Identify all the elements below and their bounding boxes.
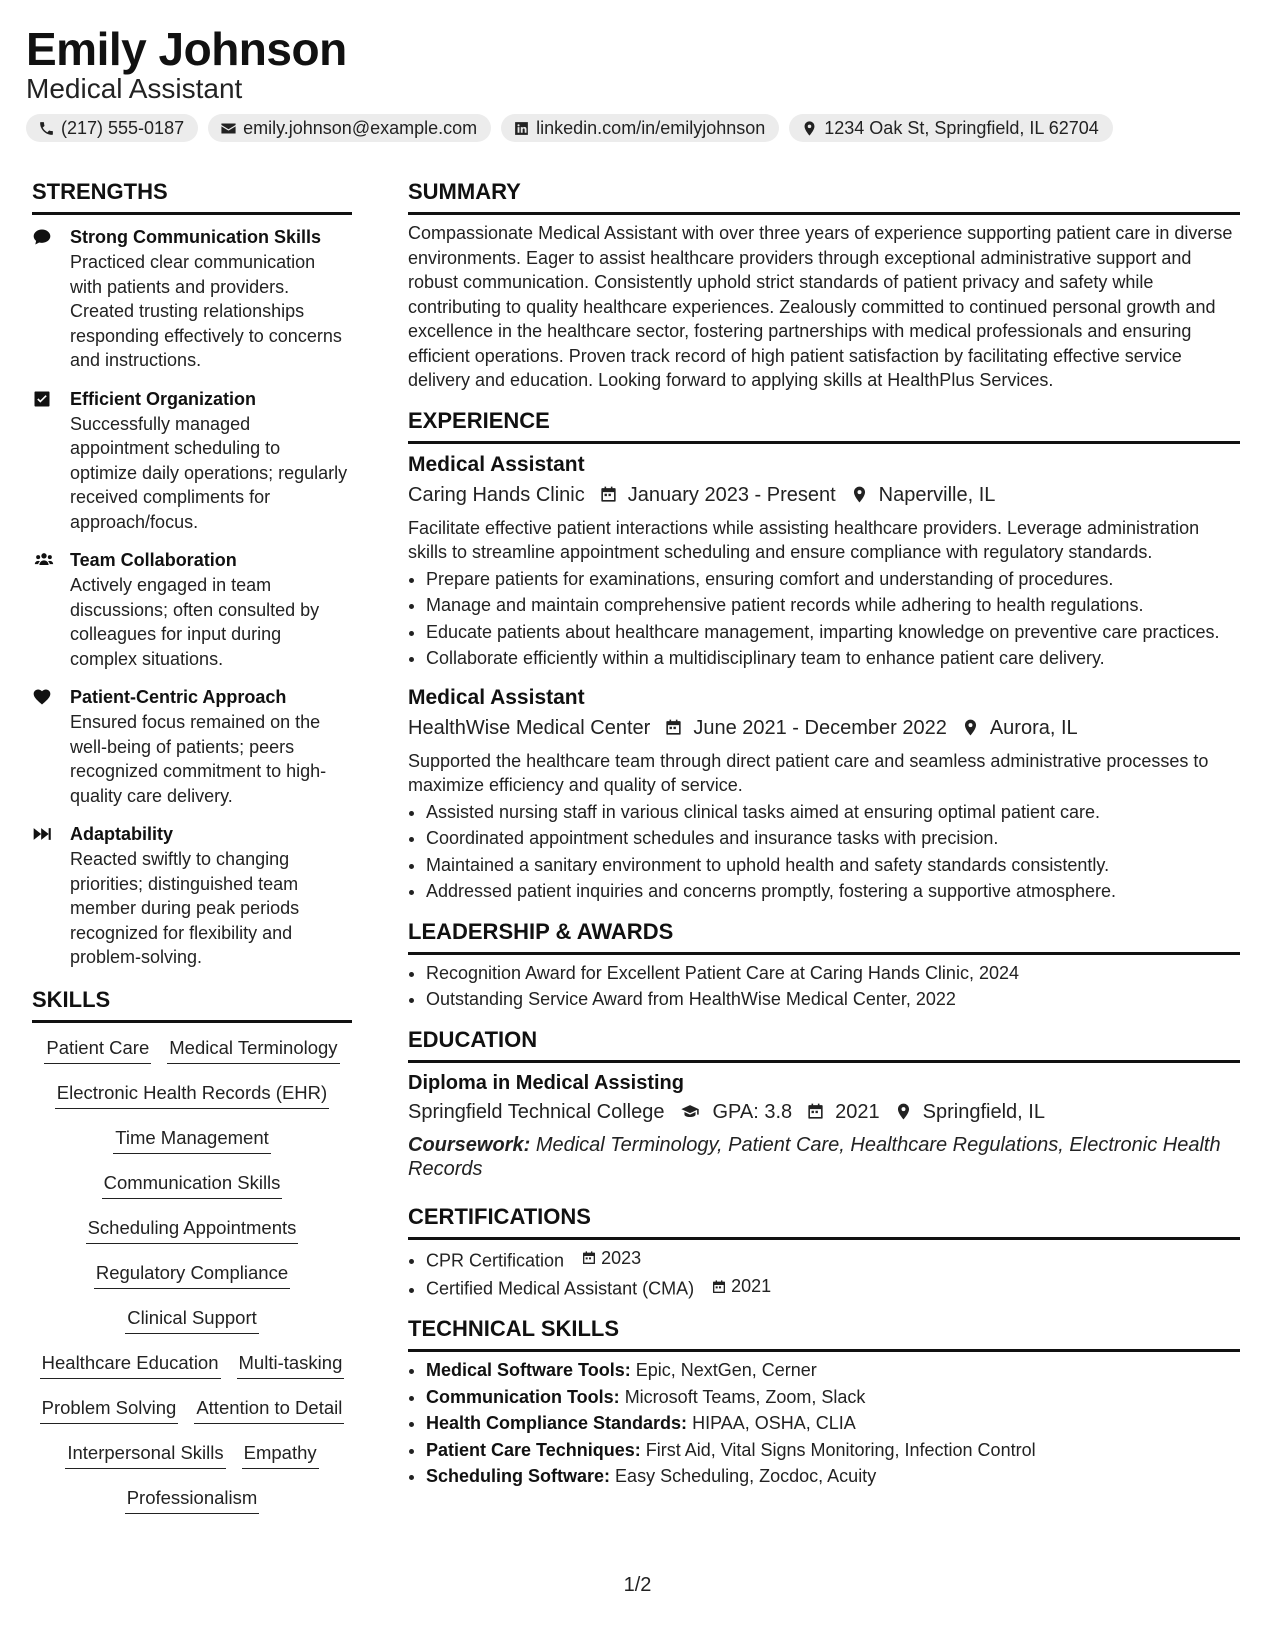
job-bullet: • Prepare patients for examinations, ensuring comfort and understanding of procedures. bbox=[426, 567, 1240, 592]
skills-heading: SKILLS bbox=[32, 986, 352, 1023]
skill-tag: Regulatory Compliance bbox=[94, 1262, 290, 1289]
technical-skill-value: Easy Scheduling, Zocdoc, Acuity bbox=[615, 1466, 877, 1486]
strengths-heading: STRENGTHS bbox=[32, 178, 352, 215]
technical-skill-value: Microsoft Teams, Zoom, Slack bbox=[624, 1386, 866, 1407]
strength-item bbox=[32, 822, 352, 970]
technical-skill-item bbox=[426, 1464, 1240, 1489]
job-location: Aurora, IL bbox=[989, 716, 1078, 739]
job-entry bbox=[408, 450, 1240, 671]
summary-section bbox=[408, 178, 1240, 393]
left-column bbox=[32, 178, 352, 1524]
coursework bbox=[408, 1133, 1240, 1181]
job-description: Supported the healthcare team through direct patient care and seamless administrative processes to maximize efficiency and quality of service. bbox=[408, 750, 1209, 795]
map-marker-icon bbox=[801, 120, 818, 137]
job-bullets bbox=[408, 567, 1240, 671]
job-company: HealthWise Medical Center bbox=[408, 716, 651, 739]
map-marker-icon bbox=[894, 1102, 913, 1121]
contact-bar bbox=[26, 114, 1113, 142]
strength-item bbox=[32, 225, 352, 373]
strength-title: Efficient Organization bbox=[70, 388, 257, 409]
certification-year: 2021 bbox=[731, 1276, 772, 1297]
comment-icon bbox=[32, 227, 52, 247]
education-section bbox=[408, 1026, 1240, 1181]
certification-item bbox=[426, 1274, 1240, 1301]
skill-tag: Medical Terminology bbox=[167, 1037, 339, 1064]
users-icon bbox=[32, 550, 56, 570]
technical-skill-label: Scheduling Software: bbox=[426, 1466, 611, 1486]
graduation-cap-icon bbox=[678, 1102, 702, 1121]
skill-tag: Multi-tasking bbox=[237, 1352, 345, 1379]
job-title: Medical Assistant bbox=[408, 452, 585, 476]
job-meta bbox=[408, 480, 1240, 510]
job-title: Medical Assistant bbox=[408, 685, 585, 709]
job-bullet: • Manage and maintain comprehensive patient records while adhering to health regulations. bbox=[426, 593, 1240, 618]
strength-desc: Reacted swiftly to changing priorities; distinguished team member during peak periods recognized for flexibility and problem-solving. bbox=[70, 849, 300, 967]
calendar-icon bbox=[664, 718, 683, 737]
skill-tag: Empathy bbox=[242, 1442, 319, 1469]
strength-desc: Successfully managed appointment scheduling to optimize daily operations; regularly received compliments for approach/focus. bbox=[70, 413, 348, 532]
summary-text: Compassionate Medical Assistant with over three years of experience supporting patient care in diverse environments. Eager to assist healthcare providers through exceptional administrative support and robust communication. Consistently uphold strict standards of patient privacy and safety while contributing to quality healthcare experiences. Zealously committed to continued personal growth and excellence in the healthcare sector, fostering partnerships with medical professionals and ensuring efficient operations. Proven track record of high patient satisfaction by facilitating effective service delivery and education. Looking forward to applying skills at HealthPlus Services. bbox=[408, 223, 1233, 390]
calendar-icon bbox=[711, 1279, 727, 1295]
contact-address bbox=[789, 114, 1113, 142]
degree-title: Diploma in Medical Assisting bbox=[408, 1071, 684, 1094]
contact-address-text: 1234 Oak St, Springfield, IL 62704 bbox=[824, 117, 1099, 138]
skill-tag: Healthcare Education bbox=[40, 1352, 221, 1379]
technical-skill-value: First Aid, Vital Signs Monitoring, Infection Control bbox=[645, 1439, 1036, 1460]
technical-skills-heading: TECHNICAL SKILLS bbox=[408, 1315, 1240, 1352]
certification-year: 2023 bbox=[601, 1247, 642, 1268]
candidate-name: Emily Johnson bbox=[26, 23, 347, 75]
checkbox-icon bbox=[32, 389, 52, 409]
strengths-list bbox=[32, 225, 352, 970]
job-bullets bbox=[408, 800, 1240, 904]
technical-skills-list bbox=[408, 1358, 1240, 1489]
job-bullet: • Educate patients about healthcare management, imparting knowledge on preventive care practices. bbox=[426, 620, 1240, 645]
job-entry bbox=[408, 683, 1240, 904]
technical-skill-label: Medical Software Tools: bbox=[426, 1360, 631, 1380]
linkedin-icon bbox=[513, 120, 530, 137]
strength-title: Adaptability bbox=[70, 824, 174, 844]
experience-section bbox=[408, 407, 1240, 904]
phone-icon bbox=[38, 120, 55, 137]
award-item: • Recognition Award for Excellent Patient Care at Caring Hands Clinic, 2024 bbox=[426, 961, 1240, 986]
awards-list bbox=[408, 961, 1240, 1012]
strength-title: Strong Communication Skills bbox=[70, 227, 322, 247]
coursework-list: Medical Terminology, Patient Care, Healthcare Regulations, Electronic Health Records bbox=[408, 1133, 1221, 1180]
technical-skills-section bbox=[408, 1315, 1240, 1489]
technical-skill-item bbox=[426, 1358, 1240, 1383]
education-meta bbox=[408, 1097, 1240, 1127]
technical-skill-item bbox=[426, 1411, 1240, 1436]
school-name: Springfield Technical College bbox=[408, 1100, 665, 1123]
candidate-role: Medical Assistant bbox=[26, 73, 243, 104]
graduation-year: 2021 bbox=[835, 1100, 880, 1123]
strength-item bbox=[32, 685, 352, 808]
strength-desc: Actively engaged in team discussions; often consulted by colleagues for input during complex situations. bbox=[70, 575, 320, 669]
map-marker-icon bbox=[961, 718, 980, 737]
job-location: Naperville, IL bbox=[878, 483, 996, 506]
summary-heading: SUMMARY bbox=[408, 178, 1240, 215]
award-item: • Outstanding Service Award from HealthWise Medical Center, 2022 bbox=[426, 987, 1240, 1012]
heart-icon bbox=[32, 687, 52, 707]
technical-skill-label: Patient Care Techniques: bbox=[426, 1439, 641, 1460]
map-marker-icon bbox=[850, 485, 869, 504]
certifications-heading: CERTIFICATIONS bbox=[408, 1203, 1240, 1240]
certification-item bbox=[426, 1246, 1240, 1273]
strength-desc: Practiced clear communication with patients and providers. Created trusting relationships responding effectively to concerns and instructions. bbox=[70, 252, 342, 370]
skills-list bbox=[32, 1029, 352, 1524]
skill-tag: Electronic Health Records (EHR) bbox=[55, 1082, 329, 1109]
coursework-label: Coursework: bbox=[408, 1133, 531, 1156]
contact-linkedin[interactable] bbox=[501, 114, 779, 142]
right-column bbox=[408, 178, 1240, 1503]
job-dates: June 2021 - December 2022 bbox=[693, 716, 947, 739]
skill-tag: Time Management bbox=[113, 1127, 271, 1154]
skills-section bbox=[32, 986, 352, 1524]
job-company: Caring Hands Clinic bbox=[408, 483, 585, 506]
school-location: Springfield, IL bbox=[922, 1100, 1045, 1123]
strength-desc: Ensured focus remained on the well-being of patients; peers recognized commitment to high-quality care delivery. bbox=[70, 712, 327, 806]
job-description: Facilitate effective patient interactions while assisting healthcare providers. Leverage administration skills to streamline appointment scheduling and ensure compliance with regulatory standards. bbox=[408, 517, 1200, 562]
technical-skill-item bbox=[426, 1385, 1240, 1410]
contact-phone[interactable] bbox=[26, 114, 198, 142]
contact-email-text: emily.johnson@example.com bbox=[243, 117, 478, 138]
strength-title: Team Collaboration bbox=[70, 550, 237, 570]
skill-tag: Clinical Support bbox=[125, 1307, 259, 1334]
awards-section bbox=[408, 918, 1240, 1012]
skill-tag: Problem Solving bbox=[40, 1397, 179, 1424]
job-bullet: • Addressed patient inquiries and concerns promptly, fostering a supportive atmosphere. bbox=[426, 879, 1240, 904]
contact-linkedin-text: linkedin.com/in/emilyjohnson bbox=[536, 117, 766, 138]
skill-tag: Patient Care bbox=[44, 1037, 151, 1064]
certification-name: CPR Certification bbox=[426, 1249, 565, 1270]
certification-name: Certified Medical Assistant (CMA) bbox=[426, 1278, 695, 1299]
job-bullet: • Collaborate efficiently within a multidisciplinary team to enhance patient care delivery. bbox=[426, 646, 1240, 671]
skill-tag: Attention to Detail bbox=[194, 1397, 344, 1424]
fast-forward-icon bbox=[32, 824, 52, 844]
skill-tag: Communication Skills bbox=[102, 1172, 283, 1199]
technical-skill-value: Epic, NextGen, Cerner bbox=[635, 1360, 817, 1380]
job-bullet: • Maintained a sanitary environment to uphold health and safety standards consistently. bbox=[426, 853, 1240, 878]
job-bullet: • Coordinated appointment schedules and insurance tasks with precision. bbox=[426, 826, 1240, 851]
awards-heading: LEADERSHIP & AWARDS bbox=[408, 918, 1240, 955]
job-meta bbox=[408, 713, 1240, 743]
strength-title: Patient-Centric Approach bbox=[70, 687, 287, 707]
calendar-icon bbox=[581, 1250, 597, 1266]
contact-phone-text: (217) 555-0187 bbox=[61, 117, 185, 138]
job-dates: January 2023 - Present bbox=[627, 483, 836, 506]
skill-tag: Professionalism bbox=[125, 1487, 260, 1514]
page-number: 1/2 bbox=[623, 1574, 652, 1596]
skill-tag: Interpersonal Skills bbox=[65, 1442, 225, 1469]
experience-heading: EXPERIENCE bbox=[408, 407, 1240, 444]
technical-skill-label: Communication Tools: bbox=[426, 1386, 620, 1407]
certifications-list bbox=[408, 1246, 1240, 1302]
education-heading: EDUCATION bbox=[408, 1026, 1240, 1063]
technical-skill-label: Health Compliance Standards: bbox=[426, 1413, 688, 1433]
skill-tag: Scheduling Appointments bbox=[86, 1217, 299, 1244]
certifications-section bbox=[408, 1203, 1240, 1302]
technical-skill-item bbox=[426, 1438, 1240, 1463]
job-bullet: • Assisted nursing staff in various clinical tasks aimed at ensuring optimal patient care. bbox=[426, 800, 1240, 825]
envelope-icon bbox=[220, 120, 237, 137]
strength-item bbox=[32, 387, 352, 535]
contact-email[interactable] bbox=[208, 114, 491, 142]
gpa-value: GPA: 3.8 bbox=[712, 1100, 793, 1123]
calendar-icon bbox=[599, 485, 618, 504]
technical-skill-value: HIPAA, OSHA, CLIA bbox=[692, 1413, 856, 1433]
strength-item bbox=[32, 548, 352, 671]
calendar-icon bbox=[806, 1102, 825, 1121]
